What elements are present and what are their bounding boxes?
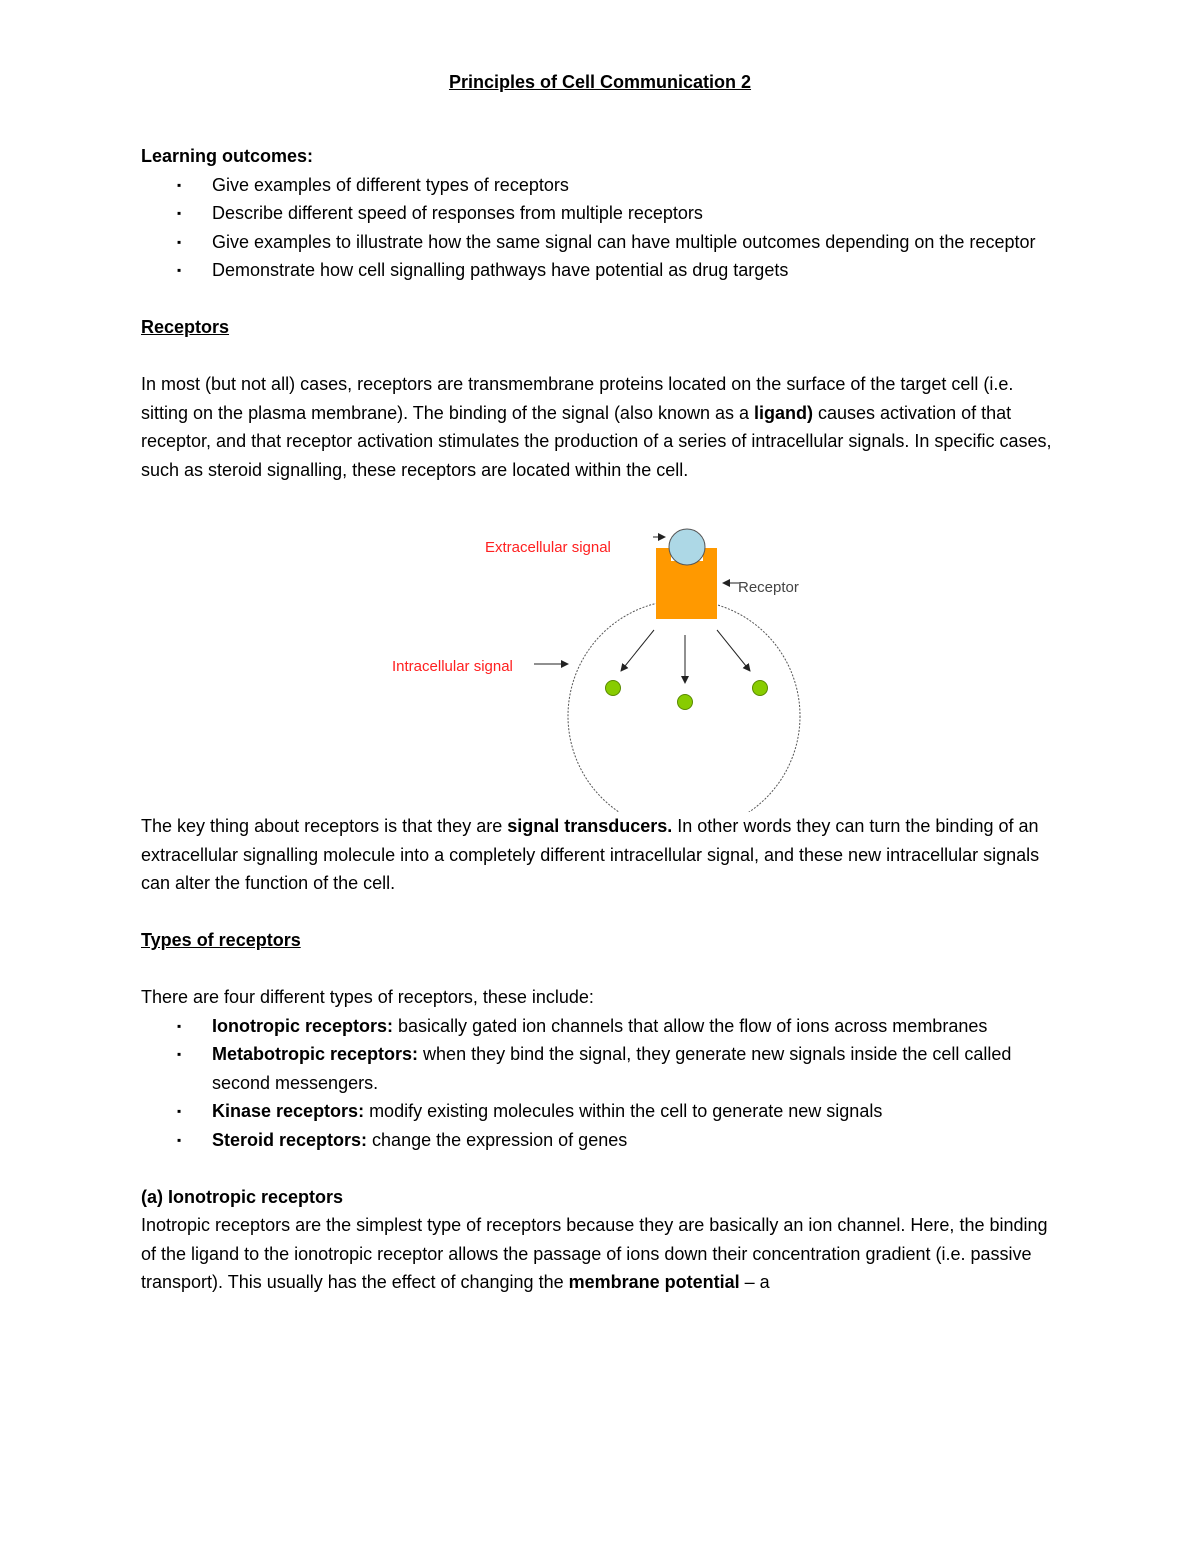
receptor-types-list [141, 1012, 1059, 1155]
learning-outcomes-list [141, 171, 1059, 285]
ionotropic-heading: (a) Ionotropic receptors [141, 1186, 344, 1207]
intracellular-signal-label: Intracellular signal [392, 658, 513, 675]
bullet-icon: ▪ [177, 1132, 182, 1147]
list-item: ▪ Demonstrate how cell signalling pathways have potential as drug targets [141, 256, 1059, 285]
list-item: ▪ Give examples of different types of receptors [141, 171, 1059, 200]
signal-arrow-right [717, 630, 750, 671]
types-of-receptors-heading: Types of receptors [141, 930, 301, 950]
bullet-icon: ▪ [177, 177, 182, 192]
extracellular-signal-label: Extracellular signal [485, 539, 611, 556]
membrane-potential-term: membrane potential [568, 1272, 740, 1292]
receptors-heading: Receptors [141, 317, 230, 337]
bullet-icon: ▪ [177, 1104, 182, 1118]
signal-arrow-left [621, 630, 654, 671]
second-messenger-left [606, 681, 621, 696]
second-messenger-right [753, 681, 768, 696]
receptors-paragraph: In most (but not all) cases, receptors are transmembrane proteins located on the surface of the target cell (i.e. sitting on the plasma membrane). The binding of the signal (also known as a ligand) causes activation of that receptor, and that receptor activation stimulates the production of a series of intracellular signals. In specific cases, such as steroid signalling, these receptors are located within the cell. [141, 374, 1052, 480]
list-item: ▪ Give examples to illustrate how the same signal can have multiple outcomes depending on the receptor [141, 228, 1059, 257]
bullet-icon: ▪ [177, 206, 182, 220]
ligand-term: ligand) [754, 402, 814, 423]
ionotropic-paragraph: Inotropic receptors are the simplest type of receptors because they are basically an ion channel. Here, the binding of the ligand to the ionotropic receptor allows the passage of ions down their concentration gradient (i.e. passive transport). This usually has the effect of changing the membrane potential – a [141, 1215, 1048, 1292]
signal-transducers-term: signal transducers. [507, 816, 673, 836]
receptor-label: Receptor [738, 579, 799, 596]
list-item: ▪ Metabotropic receptors: when they bind the signal, they generate new signals inside the cell called second messengers. [141, 1040, 1059, 1097]
page-title: Principles of Cell Communication 2 [448, 72, 752, 92]
extracellular-signal-molecule [669, 529, 705, 565]
list-item: ▪ Steroid receptors: change the expression of genes [141, 1126, 1059, 1155]
transducers-paragraph: The key thing about receptors is that they are signal transducers. In other words they can turn the binding of an extracellular signalling molecule into a completely different intracellular signal, and these new intracellular signals can alter the function of the cell. [141, 816, 1040, 893]
list-item: ▪ Kinase receptors: modify existing molecules within the cell to generate new signals [141, 1097, 1059, 1126]
list-item: ▪ Describe different speed of responses from multiple receptors [141, 199, 1059, 228]
second-messenger-middle [678, 695, 693, 710]
bullet-icon: ▪ [177, 1047, 182, 1061]
receptor-diagram [141, 492, 1059, 812]
bullet-icon: ▪ [177, 234, 182, 249]
types-intro: There are four different types of receptors, these include: [141, 987, 594, 1007]
document-body [141, 142, 1059, 1297]
list-item: ▪ Ionotropic receptors: basically gated ion channels that allow the flow of ions across membranes [141, 1012, 1059, 1041]
bullet-icon: ▪ [177, 263, 182, 277]
bullet-icon: ▪ [177, 1018, 182, 1033]
learning-outcomes-heading: Learning outcomes: [141, 146, 314, 166]
